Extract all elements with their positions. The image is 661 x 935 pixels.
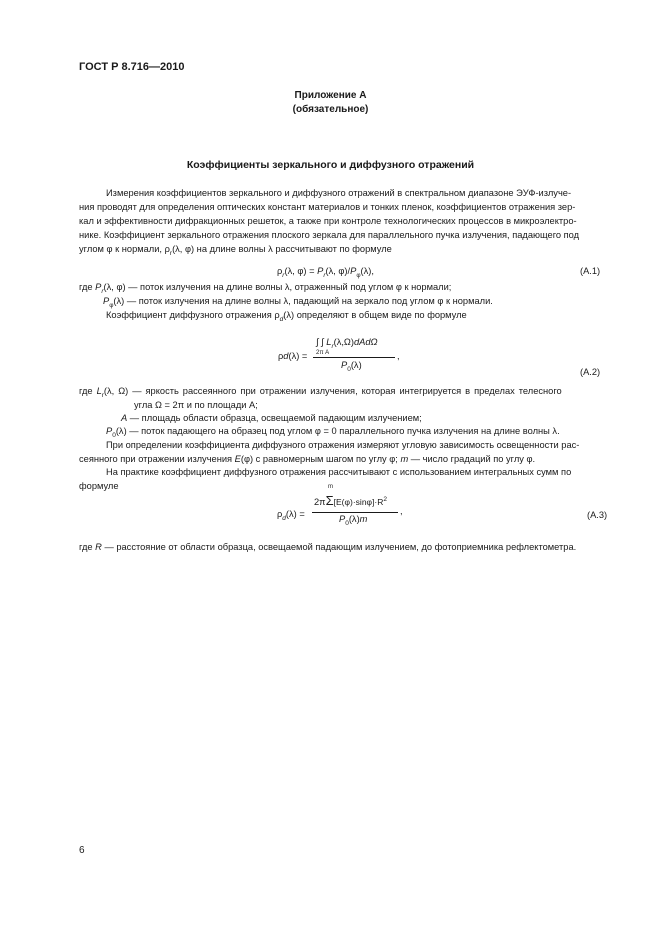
p1-line-5: углом φ к нормали, $\rho_r(\lambda$, φ) на длине волны λ рассчитывают по формуле bbox=[79, 244, 392, 257]
where-p0: $P_0(\lambda)$ — поток падающего на образец под углом φ = 0 параллельного пучка излучения на длине волны λ. bbox=[106, 426, 560, 439]
formula-a3-comma: , bbox=[400, 506, 403, 516]
formula-a1-number: (А.1) bbox=[580, 266, 601, 276]
standard-header: ГОСТ Р 8.716—2010 bbox=[79, 61, 185, 73]
formula-a3-lhs: $\rho_d(\lambda)$ = bbox=[277, 509, 305, 522]
formula-a2-fraction-bar bbox=[313, 357, 395, 358]
where-a: A — площадь области образца, освещаемой падающим излучением; bbox=[121, 413, 422, 423]
p1-line-2: ния проводят для определения оптических констант материалов и тонких пленок, коэффициентов отражения зер- bbox=[79, 202, 576, 212]
formula-a1: $\rho_r(\lambda$, $\varphi) = P_r(\lambda$, $\varphi)/P_\varphi(\lambda)$, bbox=[277, 266, 374, 279]
p3-line-2: формуле bbox=[79, 481, 119, 491]
p2-line-2: сеянного при отражении излучения E(φ) с равномерным шагом по углу φ; m — число градаций по углу φ. bbox=[79, 454, 536, 464]
where-pr: где $P_r(\lambda$, φ) — поток излучения на длине волны λ, отраженный под углом φ к нормали; bbox=[79, 282, 452, 295]
formula-a3-denominator: $P_0(\lambda)m$ bbox=[339, 514, 368, 527]
appendix-label: Приложение А bbox=[294, 90, 367, 101]
formula-a2-comma: , bbox=[397, 351, 400, 361]
section-title: Коэффициенты зеркального и диффузного отражений bbox=[186, 159, 475, 171]
p1-line-3: кал и эффективности дифракционных решеток, а также при контроле технологических процессов в микроэлектро- bbox=[79, 216, 577, 226]
formula-a2-numerator: ∫ ∫ $L_r(\lambda,\Omega)dAd\Omega$ bbox=[316, 337, 378, 350]
diffuse-intro: Коэффициент диффузного отражения $\rho_d(\lambda)$ определяют в общем виде по формуле bbox=[106, 310, 467, 323]
where-pphi: $P_\varphi(\lambda)$ — поток излучения на длине волны λ, падающий на зеркало под углом φ к нормали. bbox=[103, 296, 493, 309]
p1-line-4: нике. Коэффициент зеркального отражения плоского зеркала для параллельного пучка излучения, падающего под bbox=[79, 230, 580, 240]
appendix-status: (обязательное) bbox=[292, 104, 369, 115]
where-lr: где $L_r(\lambda$, Ω) — яркость рассеянного при отражении излучения, которая интегрируется в пределах телесного bbox=[79, 386, 562, 399]
formula-a3-fraction-bar bbox=[312, 512, 398, 513]
p3-line-1: На практике коэффициент диффузного отражения рассчитывают с использованием интегральных сумм по bbox=[106, 467, 572, 477]
p1-line-1: Измерения коэффициентов зеркального и диффузного отражений в спектральном диапазоне ЭУФ-излуче- bbox=[106, 188, 572, 198]
formula-a2-number: (А.2) bbox=[580, 367, 601, 377]
formula-a3-numerator: $2\pi\Sigma[E(\varphi)\cdot\sin\varphi]\cdot R^2$ bbox=[314, 493, 388, 508]
formula-a2-lhs: ρd(λ) = bbox=[278, 351, 308, 361]
formula-a3-number: (А.3) bbox=[587, 510, 608, 520]
formula-a2-limits: 2π A bbox=[316, 350, 330, 356]
page-number: 6 bbox=[79, 845, 85, 856]
where-lr-cont: угла Ω = 2π и по площади A; bbox=[134, 400, 258, 410]
formula-a2-denominator: $P_0(\lambda)$ bbox=[341, 360, 362, 373]
p2-line-1: При определении коэффициента диффузного отражения измеряют угловую зависимость освещенности рас- bbox=[106, 440, 580, 450]
formula-a3-sigma-top: m bbox=[328, 484, 333, 490]
where-r: где R — расстояние от области образца, освещаемой падающим излучением, до фотоприемника рефлектометра. bbox=[79, 542, 577, 552]
